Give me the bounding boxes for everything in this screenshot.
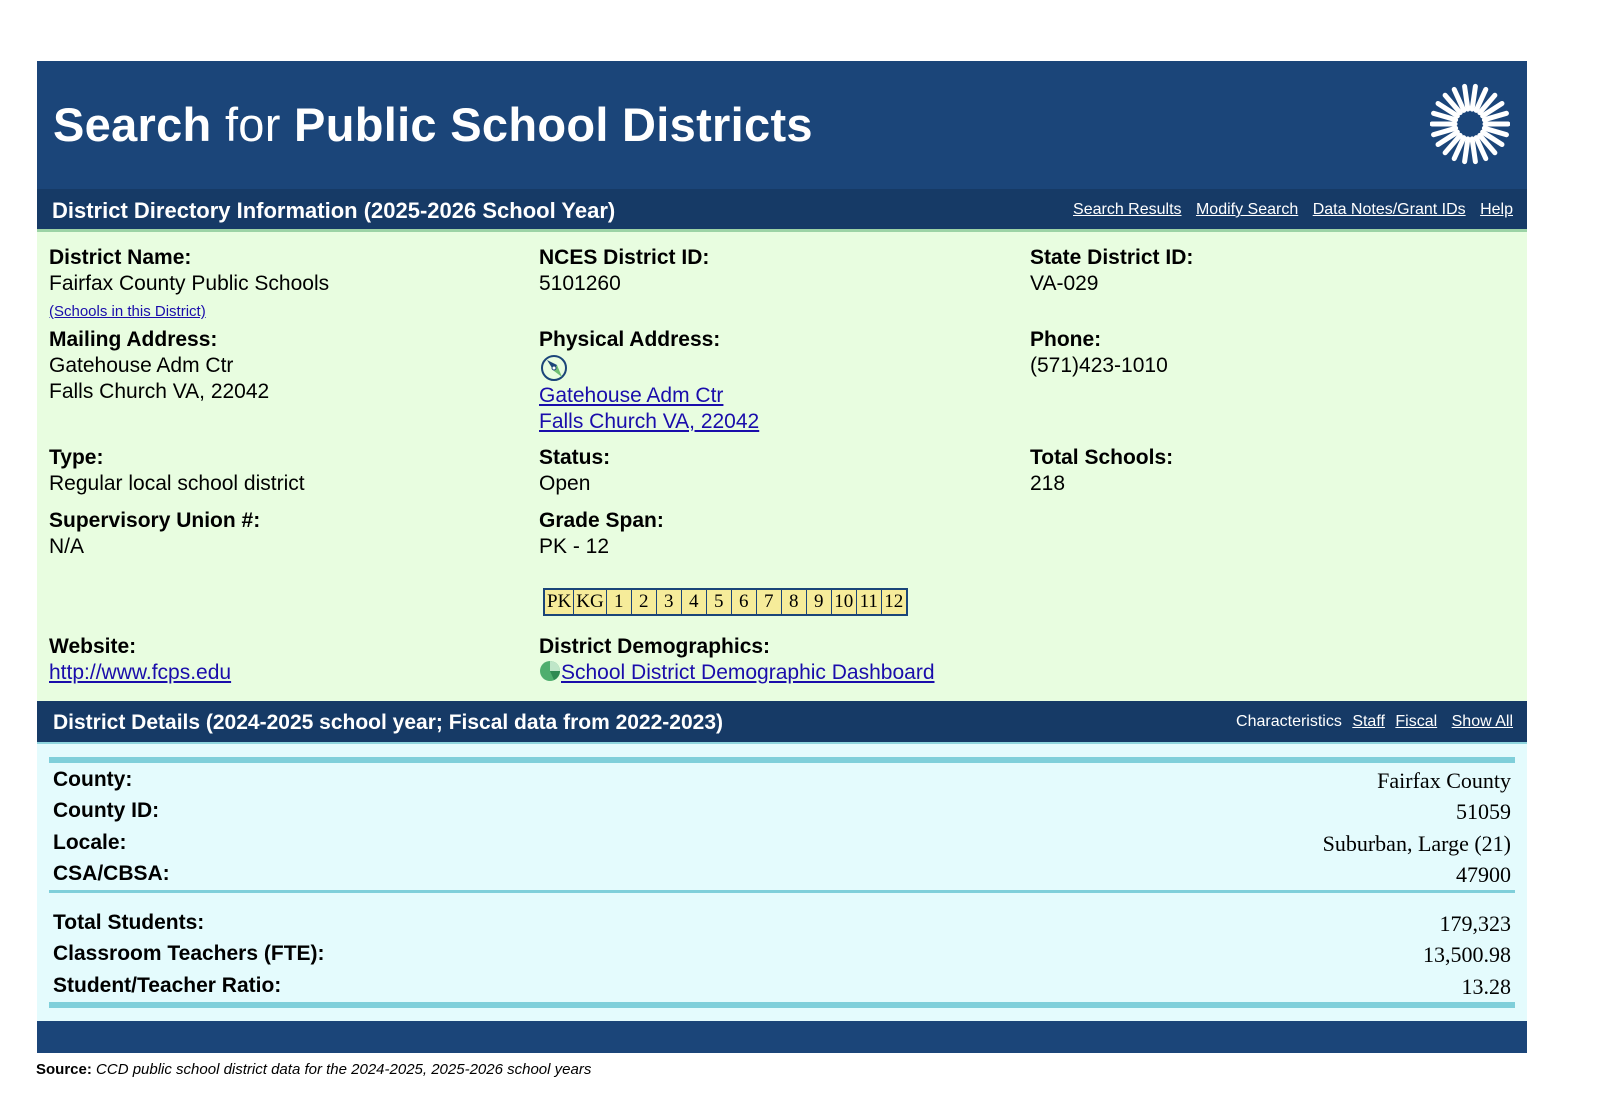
directory-panel bbox=[37, 229, 1527, 701]
nces-id-value: 5101260 bbox=[539, 272, 621, 295]
grade-cell: PK bbox=[544, 589, 574, 615]
details-top-rule bbox=[49, 757, 1515, 763]
details-bottom-rule bbox=[49, 1002, 1515, 1008]
characteristics-tab: Characteristics bbox=[1236, 713, 1342, 730]
website-label: Website: bbox=[49, 635, 137, 658]
grade-cell: 3 bbox=[656, 589, 681, 615]
status-block bbox=[539, 445, 610, 497]
detail-row-student-teacher-ratio bbox=[53, 974, 1511, 1004]
district-name-block bbox=[49, 245, 329, 323]
grade-cell: 10 bbox=[831, 589, 856, 615]
website-block bbox=[49, 634, 231, 686]
detail-row-county-id bbox=[53, 799, 1511, 829]
total-schools-label: Total Schools: bbox=[1030, 446, 1174, 469]
detail-value: Suburban, Large (21) bbox=[1322, 831, 1511, 856]
state-id-value: VA-029 bbox=[1030, 272, 1099, 295]
mailing-address-block bbox=[49, 327, 269, 405]
state-id-block bbox=[1030, 245, 1193, 297]
details-panel bbox=[37, 742, 1527, 1021]
phone-label: Phone: bbox=[1030, 328, 1102, 351]
demographics-block bbox=[539, 634, 935, 686]
fiscal-link[interactable]: Fiscal bbox=[1395, 713, 1438, 730]
status-value: Open bbox=[539, 472, 591, 495]
details-bar-title: District Details (2024-2025 school year; Fiscal data from 2022-2023) bbox=[53, 711, 723, 734]
source-note bbox=[36, 1061, 591, 1078]
grade-cell: 2 bbox=[631, 589, 656, 615]
supervisory-union-block bbox=[49, 508, 260, 560]
demographic-dashboard-link[interactable]: School District Demographic Dashboard bbox=[561, 661, 935, 684]
mailing-address-line2: Falls Church VA, 22042 bbox=[49, 380, 270, 403]
detail-value: Fairfax County bbox=[1377, 768, 1511, 793]
district-name-value: Fairfax County Public Schools bbox=[49, 272, 330, 295]
compass-icon[interactable] bbox=[539, 353, 569, 383]
source-label: Source: bbox=[36, 1061, 92, 1078]
nces-id-label: NCES District ID: bbox=[539, 246, 710, 269]
directory-nav bbox=[1063, 201, 1513, 219]
grade-cell: 8 bbox=[781, 589, 806, 615]
state-id-label: State District ID: bbox=[1030, 246, 1194, 269]
sunburst-logo-icon bbox=[1430, 79, 1510, 169]
website-link[interactable]: http://www.fcps.edu bbox=[49, 661, 232, 684]
detail-value: 13,500.98 bbox=[1423, 942, 1511, 967]
page-header bbox=[37, 61, 1527, 189]
directory-bar-title: District Directory Information (2025-2026 School Year) bbox=[52, 198, 616, 223]
type-block bbox=[49, 445, 305, 497]
help-link[interactable]: Help bbox=[1480, 201, 1513, 218]
mailing-address-label: Mailing Address: bbox=[49, 328, 218, 351]
total-schools-block bbox=[1030, 445, 1173, 497]
grade-cell: 7 bbox=[756, 589, 781, 615]
type-value: Regular local school district bbox=[49, 472, 305, 495]
data-notes-link[interactable]: Data Notes/Grant IDs bbox=[1312, 201, 1466, 218]
detail-label: CSA/CBSA: bbox=[53, 862, 170, 885]
mailing-address-line1: Gatehouse Adm Ctr bbox=[49, 354, 234, 377]
total-schools-value: 218 bbox=[1030, 472, 1066, 495]
detail-row-locale bbox=[53, 831, 1511, 861]
page-frame bbox=[37, 61, 1527, 1053]
supervisory-union-label: Supervisory Union #: bbox=[49, 509, 261, 532]
detail-label: Total Students: bbox=[53, 911, 205, 934]
demographics-label: District Demographics: bbox=[539, 635, 771, 658]
source-text: CCD public school district data for the 2024-2025, 2025-2026 school years bbox=[96, 1061, 592, 1078]
nces-id-block bbox=[539, 245, 709, 297]
pie-chart-icon bbox=[539, 660, 561, 682]
grade-cell: 9 bbox=[806, 589, 831, 615]
detail-label: Student/Teacher Ratio: bbox=[53, 974, 282, 997]
grade-cell: KG bbox=[574, 589, 606, 615]
detail-row-total-students bbox=[53, 911, 1511, 941]
details-nav bbox=[1226, 713, 1513, 731]
page-title: Search for Public School Districts bbox=[53, 98, 813, 151]
detail-row-classroom-teachers bbox=[53, 942, 1511, 972]
grade-span-block bbox=[539, 508, 664, 560]
grade-span-grid bbox=[543, 588, 908, 616]
phone-block bbox=[1030, 327, 1168, 379]
physical-address-label: Physical Address: bbox=[539, 328, 721, 351]
grade-cell: 6 bbox=[731, 589, 756, 615]
details-bar bbox=[37, 701, 1527, 742]
staff-link[interactable]: Staff bbox=[1352, 713, 1385, 730]
search-results-link[interactable]: Search Results bbox=[1073, 201, 1182, 218]
detail-value: 47900 bbox=[1456, 862, 1511, 887]
show-all-link[interactable]: Show All bbox=[1451, 713, 1513, 730]
status-label: Status: bbox=[539, 446, 611, 469]
detail-value: 13.28 bbox=[1461, 974, 1511, 999]
detail-row-csa-cbsa bbox=[53, 862, 1511, 892]
physical-address-line1-link[interactable]: Gatehouse Adm Ctr bbox=[539, 384, 724, 407]
detail-label: Classroom Teachers (FTE): bbox=[53, 942, 325, 965]
type-label: Type: bbox=[49, 446, 104, 469]
grade-cell: 12 bbox=[881, 589, 907, 615]
detail-value: 51059 bbox=[1456, 799, 1511, 824]
supervisory-union-value: N/A bbox=[49, 535, 85, 558]
modify-search-link[interactable]: Modify Search bbox=[1195, 201, 1299, 218]
grade-cell: 5 bbox=[706, 589, 731, 615]
grade-cell: 11 bbox=[856, 589, 881, 615]
schools-in-district-link[interactable]: (Schools in this District) bbox=[49, 303, 206, 320]
detail-row-county bbox=[53, 768, 1511, 798]
directory-bar bbox=[37, 189, 1527, 229]
grade-span-label: Grade Span: bbox=[539, 509, 664, 532]
physical-address-line2-link[interactable]: Falls Church VA, 22042 bbox=[539, 410, 760, 433]
detail-label: County: bbox=[53, 768, 133, 791]
detail-value: 179,323 bbox=[1439, 911, 1511, 936]
grade-cell: 1 bbox=[606, 589, 631, 615]
grade-span-value: PK - 12 bbox=[539, 535, 610, 558]
details-middle-rule bbox=[49, 890, 1515, 893]
district-name-label: District Name: bbox=[49, 246, 192, 269]
detail-label: Locale: bbox=[53, 831, 127, 854]
phone-value: (571)423-1010 bbox=[1030, 354, 1168, 377]
physical-address-block bbox=[539, 327, 759, 435]
detail-label: County ID: bbox=[53, 799, 160, 822]
grade-cell: 4 bbox=[681, 589, 706, 615]
